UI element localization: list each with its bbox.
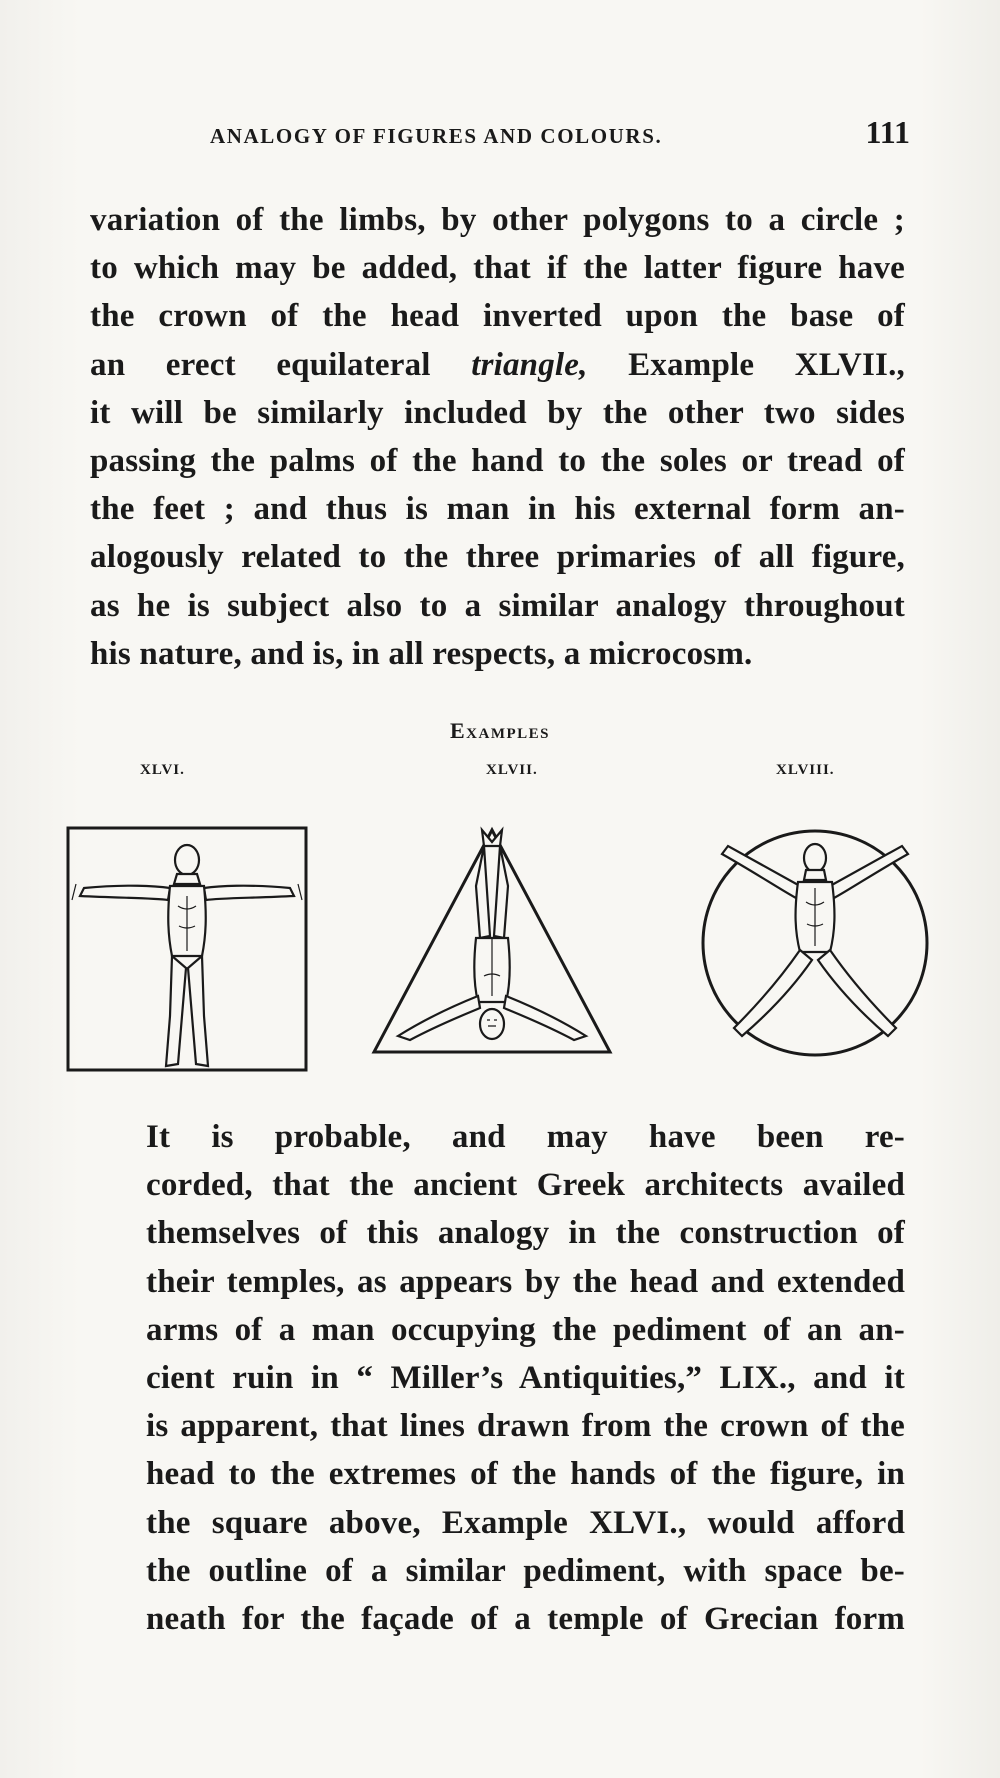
text-line: arms of a man occupying the pediment of an an- [146,1311,905,1348]
text-line: variation of the limbs, by other polygons to a circle ; [90,202,905,238]
text-line: cient ruin in “ Miller’s Antiquities,” LIX., and it [146,1360,905,1397]
page-header [190,114,910,158]
text-line: the square above, Example XLVI., would afford [146,1504,905,1541]
text-line: the outline of a similar pediment, with space be- [146,1552,905,1589]
text-line: It is probable, and may have been re- [146,1119,905,1155]
text-line: their temples, as appears by the head and extended [146,1263,905,1300]
figure-man-in-square [66,826,308,1072]
text-line: the feet ; and thus is man in his external form an- [90,491,905,528]
text-line: is apparent, that lines drawn from the crown of the [146,1408,905,1445]
text-line: as he is subject also to a similar analogy throughout [90,587,905,624]
examples-heading: Examples [449,718,550,743]
page-number: 111 [865,114,910,150]
text-line: corded, that the ancient Greek architects availed [146,1167,905,1204]
figure-man-in-triangle [370,826,614,1056]
figure-man-in-circle [698,826,932,1060]
text-line: alogously related to the three primaries of all figure, [90,539,905,576]
paragraph-2 [90,1113,905,1643]
text-line: passing the palms of the hand to the soles or tread of [90,443,905,480]
text-line: the crown of the head inverted upon the base of [90,298,905,335]
example-label-xlviii: XLVIII. [776,762,835,778]
text-line: it will be similarly included by the other two sides [90,394,905,431]
text-line: themselves of this analogy in the construction of [146,1215,905,1252]
example-label-xlvii: XLVII. [486,762,538,778]
paragraph-1 [90,196,905,678]
text-line: to which may be added, that if the latter figure have [90,250,905,287]
text-line: neath for the façade of a temple of Grecian form [146,1601,905,1638]
text-line: head to the extremes of the hands of the figure, in [146,1456,905,1493]
text-line: his nature, and is, in all respects, a microcosm. [90,635,753,672]
text-line: an erect equilateral triangle, Example XLVII., [90,346,905,383]
running-head: ANALOGY OF FIGURES AND COLOURS. [210,124,663,148]
example-label-xlvi: XLVI. [140,762,185,778]
